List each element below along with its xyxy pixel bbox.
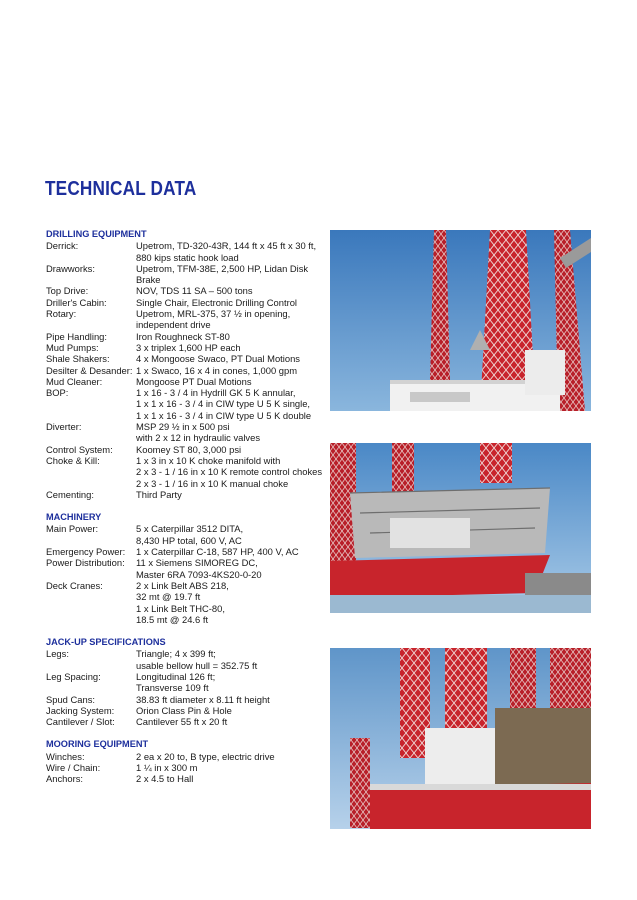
spec-line: 880 kips static hook load bbox=[136, 251, 239, 263]
spec-line: 11 x Siemens SIMOREG DC, bbox=[136, 557, 258, 569]
spec-label: Wire / Chain: bbox=[46, 762, 101, 774]
section-mooring-equipment bbox=[46, 739, 322, 784]
spec-value bbox=[136, 671, 322, 694]
spec-row-bop bbox=[46, 387, 322, 421]
spec-label: Drawworks: bbox=[46, 262, 95, 274]
spec-row-shale-shakers bbox=[46, 353, 322, 364]
spec-line: Cantilever 55 ft x 20 ft bbox=[136, 716, 228, 728]
spec-line: 1 x Caterpillar C-18, 587 HP, 400 V, AC bbox=[136, 546, 299, 558]
spec-row-deck-cranes bbox=[46, 580, 322, 625]
spec-row-diverter bbox=[46, 421, 322, 444]
spec-label: Shale Shakers: bbox=[46, 353, 110, 365]
spec-value bbox=[136, 773, 322, 784]
spec-label: Power Distribution: bbox=[46, 557, 125, 569]
spec-label: Mud Cleaner: bbox=[46, 375, 103, 387]
spec-value bbox=[136, 557, 322, 580]
spec-row-rotary bbox=[46, 308, 322, 331]
section-heading: MACHINERY bbox=[46, 512, 102, 523]
spec-line: 1 x 1 x 16 - 3 / 4 in CIW type U 5 K double bbox=[136, 409, 312, 421]
spec-line: usable bellow hull = 352.75 ft bbox=[136, 659, 258, 671]
spec-row-jacking-system bbox=[46, 705, 322, 716]
spec-label: Derrick: bbox=[46, 240, 79, 252]
spec-label: Cementing: bbox=[46, 488, 94, 500]
rig-hull-photo bbox=[330, 648, 591, 829]
spec-value bbox=[136, 342, 322, 353]
spec-value bbox=[136, 705, 322, 716]
spec-line: with 2 x 12 in hydraulic valves bbox=[136, 432, 261, 444]
spec-value bbox=[136, 716, 322, 727]
spec-line: 2 x 3 - 1 / 16 in x 10 K manual choke bbox=[136, 477, 289, 489]
spec-label: Top Drive: bbox=[46, 285, 89, 297]
spec-row-drillers-cabin bbox=[46, 297, 322, 308]
spec-row-desilter-desander bbox=[46, 365, 322, 376]
spec-label: Spud Cans: bbox=[46, 693, 95, 705]
spec-row-mud-cleaner bbox=[46, 376, 322, 387]
section-heading: DRILLING EQUIPMENT bbox=[46, 229, 147, 239]
spec-value bbox=[136, 285, 322, 296]
spec-value bbox=[136, 263, 322, 286]
spec-label: Diverter: bbox=[46, 421, 82, 433]
spec-label: Main Power: bbox=[46, 523, 99, 535]
rig-deck-photo bbox=[330, 443, 591, 613]
spec-label: Legs: bbox=[46, 648, 69, 660]
spec-line: 1 x Swaco, 16 x 4 in cones, 1,000 gpm bbox=[136, 364, 298, 376]
spec-label: Winches: bbox=[46, 750, 85, 762]
spec-row-derrick bbox=[46, 240, 322, 263]
spec-label: Mud Pumps: bbox=[46, 341, 99, 353]
spec-line: Upetrom, TFM-38E, 2,500 HP, Lidan Disk bbox=[136, 262, 309, 274]
spec-row-emergency-power bbox=[46, 546, 322, 557]
spec-line: 1 x 16 - 3 / 4 in Hydrill GK 5 K annular, bbox=[136, 387, 296, 399]
spec-line: 38.83 ft diameter x 8.11 ft height bbox=[136, 693, 270, 705]
spec-line: 18.5 mt @ 24.6 ft bbox=[136, 613, 209, 625]
technical-data-list bbox=[46, 229, 322, 785]
spec-line: Iron Roughneck ST-80 bbox=[136, 330, 230, 342]
spec-line: Third Party bbox=[136, 488, 182, 500]
spec-line: 2 x Link Belt ABS 218, bbox=[136, 579, 229, 591]
spec-value bbox=[136, 444, 322, 455]
spec-line: Orion Class Pin & Hole bbox=[136, 704, 232, 716]
spec-row-control-system bbox=[46, 444, 322, 455]
spec-label: Choke & Kill: bbox=[46, 454, 100, 466]
spec-label: Anchors: bbox=[46, 773, 83, 785]
spec-line: Single Chair, Electronic Drilling Control bbox=[136, 296, 298, 308]
spec-value bbox=[136, 353, 322, 364]
spec-line: 1 x 1 x 16 - 3 / 4 in CIW type U 5 K single, bbox=[136, 398, 311, 410]
spec-row-mud-pumps bbox=[46, 342, 322, 353]
spec-label: Desilter & Desander: bbox=[46, 364, 133, 376]
spec-value bbox=[136, 240, 322, 263]
spec-row-leg-spacing bbox=[46, 671, 322, 694]
section-drilling-equipment bbox=[46, 229, 322, 500]
spec-label: Pipe Handling: bbox=[46, 330, 107, 342]
spec-line: MSP 29 ½ in x 500 psi bbox=[136, 421, 230, 433]
spec-value bbox=[136, 489, 322, 500]
spec-value bbox=[136, 762, 322, 773]
spec-row-winches bbox=[46, 751, 322, 762]
spec-line: Mongoose PT Dual Motions bbox=[136, 375, 252, 387]
spec-line: NOV, TDS 11 SA – 500 tons bbox=[136, 285, 253, 297]
spec-line: Brake bbox=[136, 274, 161, 286]
spec-line: 5 x Caterpillar 3512 DITA, bbox=[136, 523, 244, 535]
spec-value bbox=[136, 580, 322, 625]
spec-row-spud-cans bbox=[46, 694, 322, 705]
spec-line: 8,430 HP total, 600 V, AC bbox=[136, 534, 242, 546]
spec-value bbox=[136, 455, 322, 489]
spec-label: Emergency Power: bbox=[46, 546, 126, 558]
spec-value bbox=[136, 751, 322, 762]
spec-row-cantilever-slot bbox=[46, 716, 322, 727]
spec-line: Triangle; 4 x 399 ft; bbox=[136, 648, 216, 660]
spec-value bbox=[136, 331, 322, 342]
spec-value bbox=[136, 648, 322, 671]
spec-line: 1 ¼ in x 300 m bbox=[136, 762, 198, 774]
spec-label: Deck Cranes: bbox=[46, 579, 103, 591]
spec-value bbox=[136, 365, 322, 376]
spec-line: 2 ea x 20 to, B type, electric drive bbox=[136, 750, 275, 762]
section-heading: JACK-UP SPECIFICATIONS bbox=[46, 637, 166, 648]
spec-value bbox=[136, 523, 322, 546]
spec-label: Jacking System: bbox=[46, 704, 115, 716]
spec-value bbox=[136, 387, 322, 421]
spec-row-main-power bbox=[46, 523, 322, 546]
spec-line: Upetrom, TD-320-43R, 144 ft x 45 ft x 30 ft, bbox=[136, 240, 317, 252]
spec-row-legs bbox=[46, 648, 322, 671]
spec-line: 3 x triplex 1,600 HP each bbox=[136, 341, 241, 353]
section-jack-up-specifications bbox=[46, 637, 322, 727]
spec-line: Upetrom, MRL-375, 37 ½ in opening, bbox=[136, 308, 291, 320]
spec-line: 1 x 3 in x 10 K choke manifold with bbox=[136, 454, 281, 466]
spec-row-power-distribution bbox=[46, 557, 322, 580]
spec-row-top-drive bbox=[46, 285, 322, 296]
spec-label: Control System: bbox=[46, 443, 113, 455]
spec-row-choke-kill bbox=[46, 455, 322, 489]
spec-line: 1 x Link Belt THC-80, bbox=[136, 602, 225, 614]
page-title: TECHNICAL DATA bbox=[45, 178, 197, 200]
spec-label: Driller's Cabin: bbox=[46, 296, 107, 308]
spec-line: 32 mt @ 19.7 ft bbox=[136, 591, 201, 603]
spec-row-wire-chain bbox=[46, 762, 322, 773]
spec-line: 2 x 3 - 1 / 16 in x 10 K remote control chokes bbox=[136, 466, 323, 478]
spec-line: independent drive bbox=[136, 319, 211, 331]
spec-line: 2 x 4.5 to Hall bbox=[136, 773, 194, 785]
spec-line: Koomey ST 80, 3,000 psi bbox=[136, 443, 242, 455]
spec-label: Leg Spacing: bbox=[46, 670, 101, 682]
spec-value bbox=[136, 297, 322, 308]
spec-line: Master 6RA 7093-4KS20-0-20 bbox=[136, 568, 262, 580]
spec-row-drawworks bbox=[46, 263, 322, 286]
spec-label: Cantilever / Slot: bbox=[46, 716, 115, 728]
spec-line: Transverse 109 ft bbox=[136, 682, 209, 694]
spec-label: BOP: bbox=[46, 387, 69, 399]
spec-value bbox=[136, 421, 322, 444]
spec-value bbox=[136, 546, 322, 557]
spec-row-cementing bbox=[46, 489, 322, 500]
spec-row-anchors bbox=[46, 773, 322, 784]
section-machinery bbox=[46, 512, 322, 625]
spec-value bbox=[136, 308, 322, 331]
section-heading: MOORING EQUIPMENT bbox=[46, 739, 149, 750]
spec-line: 4 x Mongoose Swaco, PT Dual Motions bbox=[136, 353, 300, 365]
spec-value bbox=[136, 376, 322, 387]
spec-line: Longitudinal 126 ft; bbox=[136, 670, 216, 682]
rig-derrick-photo bbox=[330, 230, 591, 411]
spec-label: Rotary: bbox=[46, 308, 77, 320]
spec-value bbox=[136, 694, 322, 705]
spec-row-pipe-handling bbox=[46, 331, 322, 342]
